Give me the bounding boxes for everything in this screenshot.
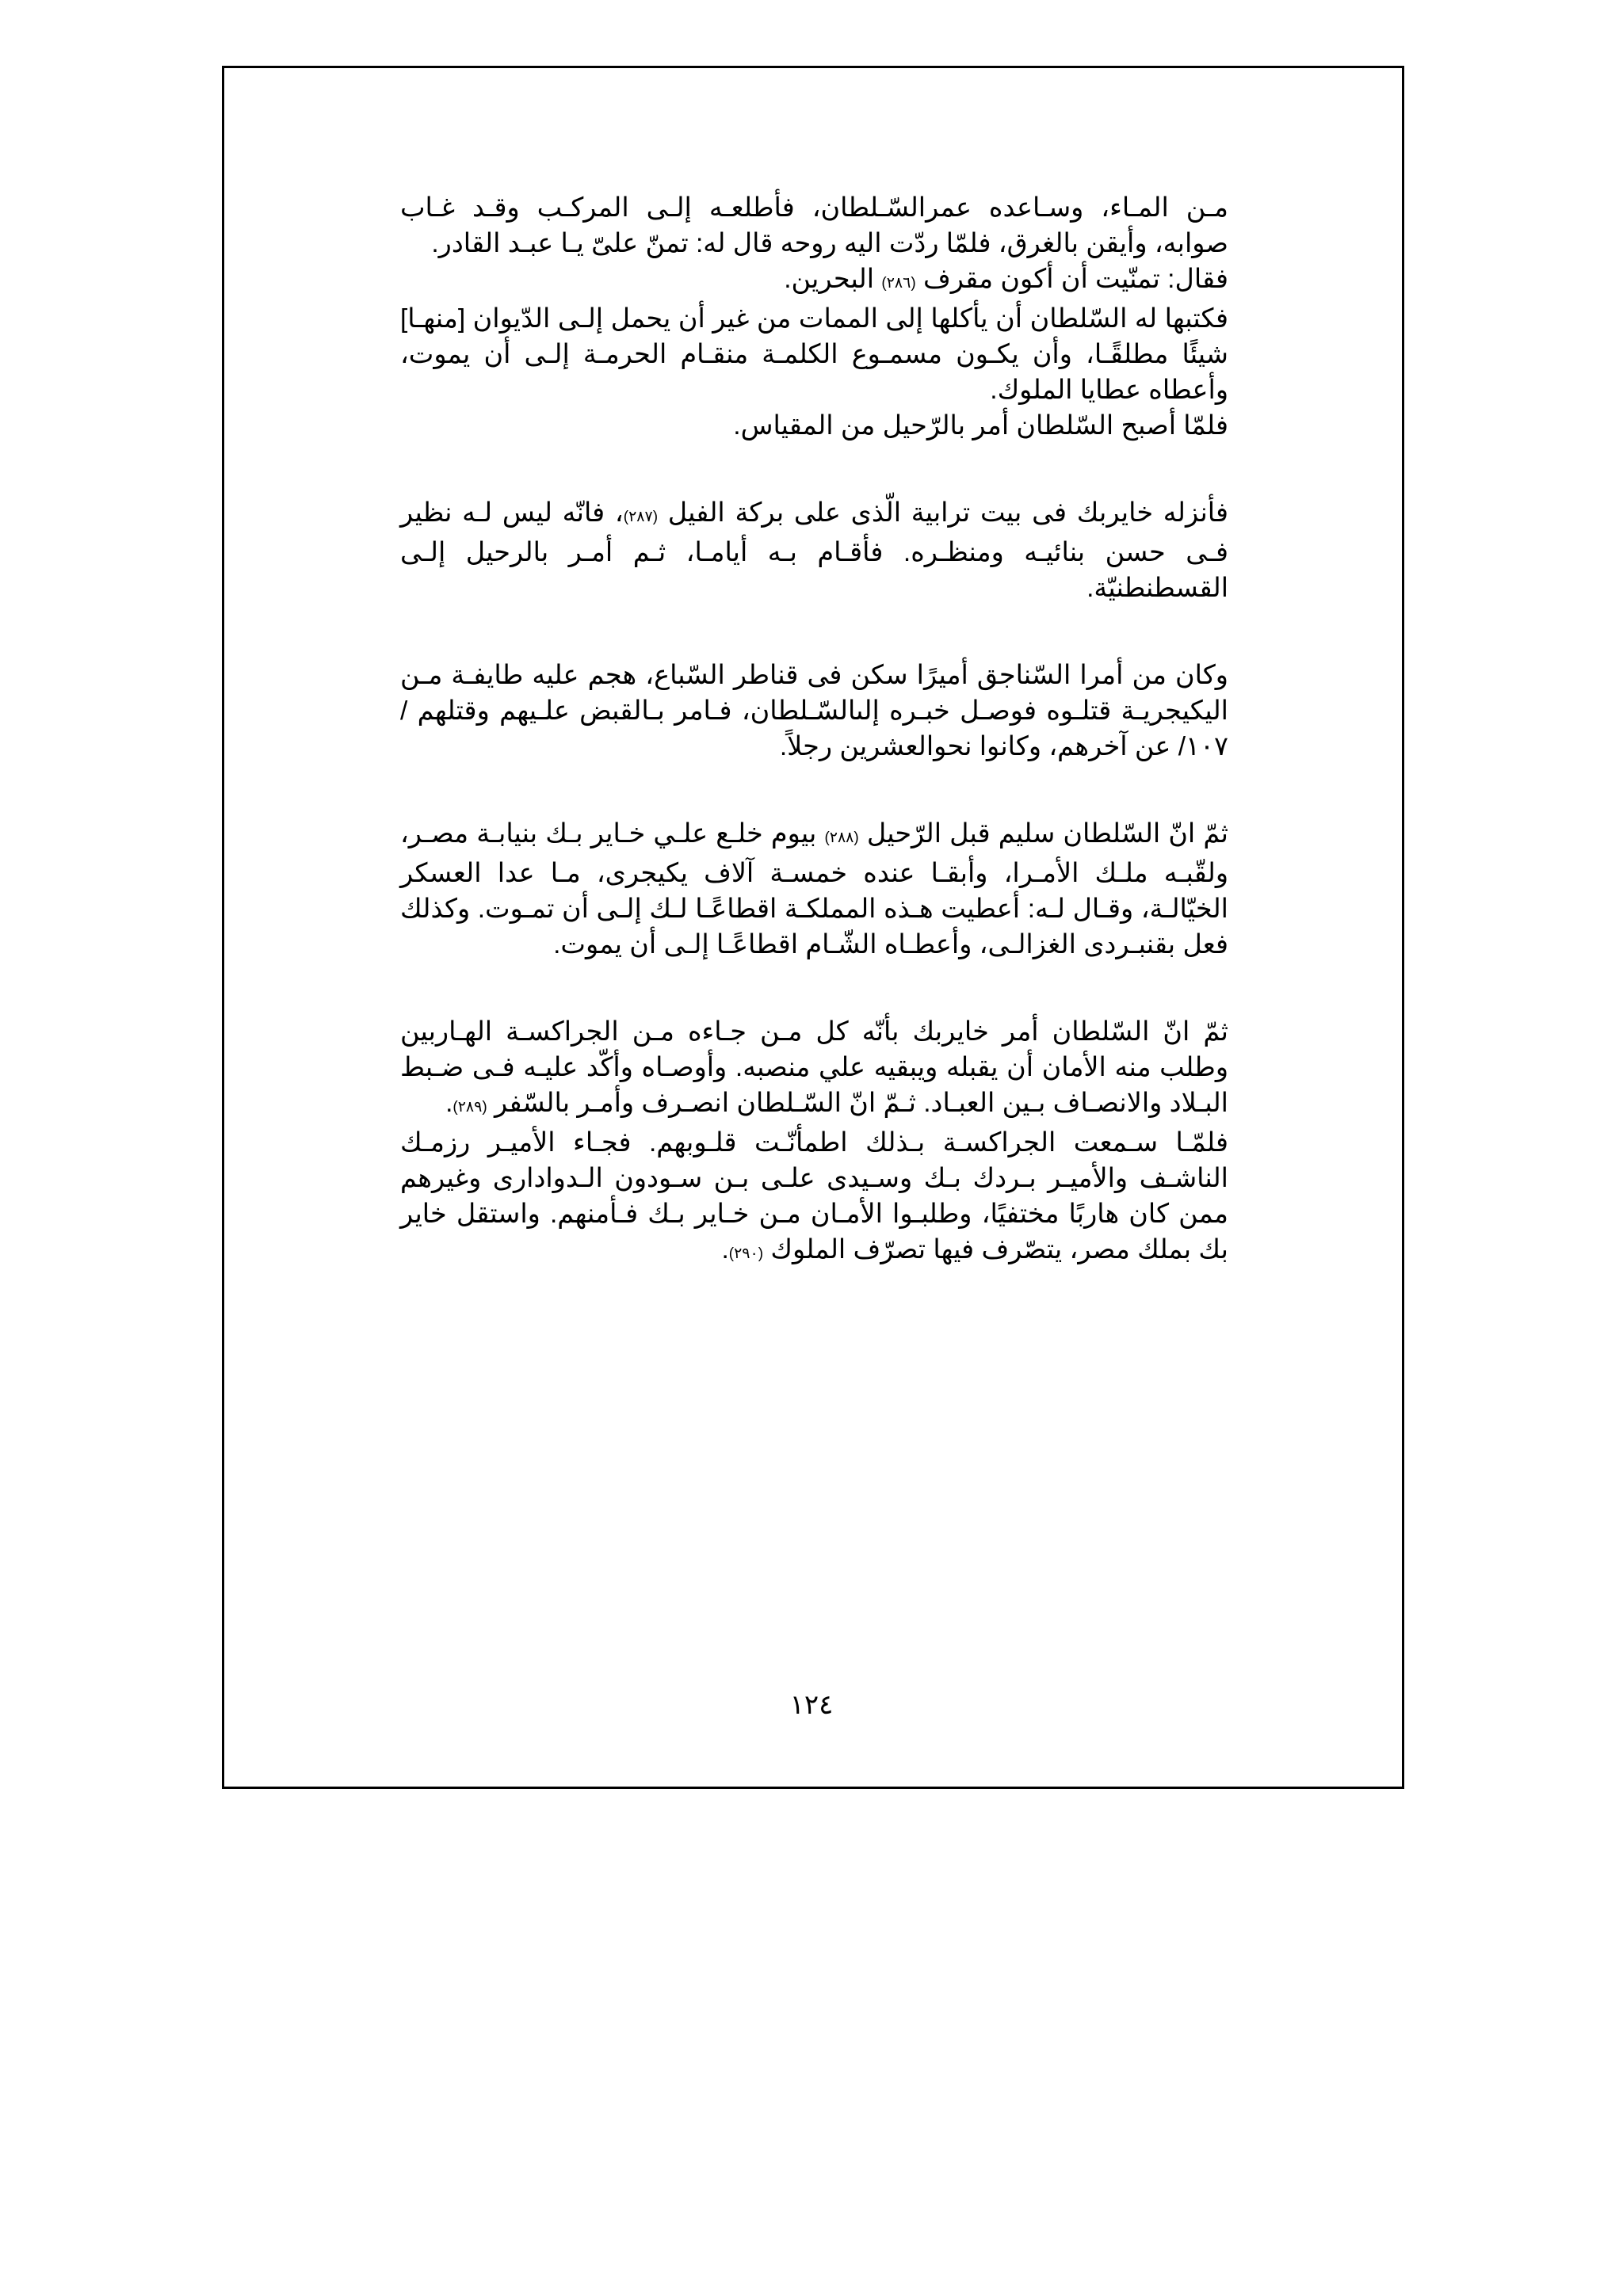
footnote-marker: (٢٨٩) xyxy=(453,1099,487,1116)
footnote-marker: (٢٩٠) xyxy=(728,1245,764,1262)
footnote-marker: (٢٨٧) xyxy=(623,509,659,525)
paragraph-gap xyxy=(400,606,1228,658)
paragraph-gap xyxy=(400,765,1228,816)
paragraph: فكتبها له السّلطان أن يأكلها إلى الممات من غير أن يحمل إلـى الدّيوان [منهـا] شيئًا مطلقًـا، وأن يكـون مسمـوع الكلمـة منقـام الحرمـة إلـى أن يموت، وأعطاه عطايا الملوك. xyxy=(400,304,1228,405)
paragraph: مـن المـاء، وسـاعده عمرالسّـلطان، فأطلعـه إلـى المركـب وقـد غـاب صوابه، وأيقن بالغرق، فلمّا ردّت اليه روحه قال له: تمنّ علىّ يـا عبـد القادر. xyxy=(400,193,1228,258)
footnote-marker: (٢٨٦) xyxy=(881,275,916,292)
page-number: ١٢٤ xyxy=(789,1690,834,1720)
paragraph-gap xyxy=(400,963,1228,1014)
main-text xyxy=(400,190,1228,1272)
paragraph: فقال: تمنّيت أن أكون مقرف (٢٨٦) البحرين. xyxy=(784,265,1228,294)
paragraph-gap xyxy=(400,444,1228,495)
paragraph: فلمّـا سـمعت الجراكسـة بـذلك اطمأنّـت قلـوبهم. فجـاء الأميـر رزمـك الناشـف والأميـر بـردك بـك وسـيدى علـى بـن سـودون الـدوادارى وغيرهم ممن كان هاربًا مختفيًا، وطلبـوا الأمـان مـن خـاير بـك فـأمنهم. واستقل خاير بك بملك مصر، يتصّرف فيها تصرّف الملوك (٢٩٠). xyxy=(400,1128,1228,1264)
paragraph: فلمّا أصبح السّلطان أمر بالرّحيل من المقياس. xyxy=(733,411,1228,441)
paragraph: ثمّ انّ السّلطان أمر خايربك بأنّه كل مـن جـاءه مـن الجراكسـة الهـاربين وطلب منه الأمان أن يقبله ويبقيه علي منصبه. وأوصـاه وأكّد عليـه فـى ضـبط البـلاد والانصـاف بـين العبـاد. ثـمّ انّ السّـلطان انصـرف وأمـر بالسّفر (٢٨٩). xyxy=(400,1017,1228,1118)
footnote-marker: (٢٨٨) xyxy=(824,830,859,846)
paragraph: وكان من أمرا السّناجق أميرًا سكن فى قناطر السّباع، هجم عليه طايفـة مـن اليكيجريـة قتلـوه فوصـل خبـره إلىالسّـلطان، فـامر بـالقبض علـيهم وقتلهم /١٠٧/ عن آخرهم، وكانوا نحوالعشرين رجلاً. xyxy=(400,661,1228,761)
paragraph: ثمّ انّ السّلطان سليم قبل الرّحيل (٢٨٨) بيوم خلـع علـي خـاير بـك بنيابـة مصـر، ولقّبـه ملـك الأمـرا، وأبقـا عنده خمسـة آلاف يكيجرى، مـا عدا العسكر الخيّالـة، وقـال لـه: أعطيت هـذه المملكـة اقطاعًـا لـك إلـى أن تمـوت. وكذلك فعل بقنبـردى الغزالـى، وأعطـاه الشّـام اقطاعًـا إلـى أن يموت. xyxy=(400,819,1228,959)
paragraph: فأنزله خايربك فى بيت ترابية الّذى على بركة الفيل (٢٨٧)، فانّه ليس لـه نظير فـى حسن بنائيـه ومنظـره. فأقـام بـه أيامـا، ثـم أمـر بالرحيل إلـى القسطنطنيّة. xyxy=(400,498,1228,603)
